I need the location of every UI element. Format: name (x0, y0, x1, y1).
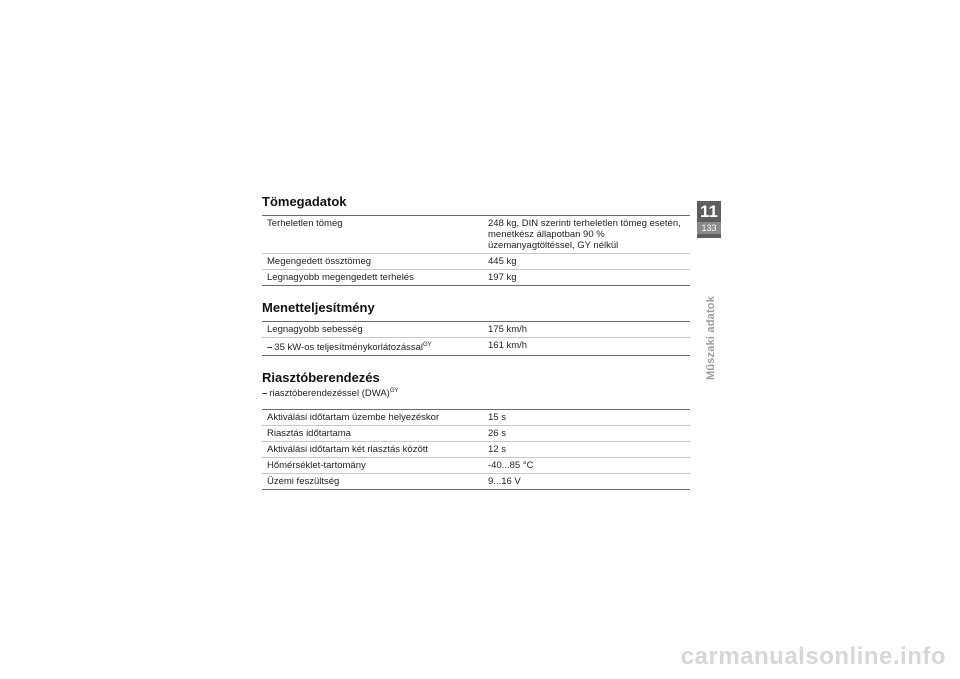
table-row (262, 254, 690, 270)
section-title-mass: Tömegadatok (262, 194, 347, 209)
row-label: Aktiválási időtartam két riasztás között (267, 444, 429, 456)
row-value: 248 kg, DIN szerinti terheletlen tömeg esetén, menetkész állapotban 90 % üzemanyagtöltéssel, GY nélkül (488, 218, 681, 251)
row-label: Hőmérséklet-tartomány (267, 460, 366, 472)
row-label-restricted (262, 338, 483, 356)
page-number: 133 (697, 222, 721, 234)
table-row (262, 410, 690, 426)
option-superscript: GY (389, 388, 399, 395)
alarm-note (262, 388, 690, 399)
row-value: 161 km/h (488, 340, 528, 351)
alarm-table (262, 409, 690, 490)
row-label-text: 35 kW-os teljesítménykorlátozással (274, 342, 424, 354)
row-value: 445 kg (488, 256, 517, 267)
mass-table (262, 215, 690, 286)
row-value: -40...85 °C (488, 460, 534, 472)
dash-marker: – (262, 388, 268, 400)
row-label: Aktiválási időtartam üzembe helyezéskor (267, 412, 440, 424)
row-label: Terheletlen tömeg (267, 218, 343, 229)
table-row (262, 442, 690, 458)
row-value: 26 s (488, 428, 506, 440)
row-value: 197 kg (488, 272, 517, 283)
row-value: 12 s (488, 444, 506, 456)
row-label: Üzemi feszültség (267, 476, 340, 488)
table-row (262, 458, 690, 474)
chapter-side-title: Műszaki adatok (705, 295, 717, 381)
row-label: Legnagyobb sebesség (267, 324, 363, 335)
table-row (262, 270, 690, 286)
spec-content (262, 194, 690, 504)
table-row (262, 322, 690, 338)
row-label: Legnagyobb megengedett terhelés (267, 272, 414, 283)
table-row (262, 474, 690, 490)
chapter-badge (697, 201, 721, 238)
row-value: 175 km/h (488, 324, 528, 335)
dash-marker: – (267, 342, 273, 354)
option-superscript: GY (423, 342, 432, 348)
table-row (262, 426, 690, 442)
row-value: 15 s (488, 412, 506, 424)
row-label: Riasztás időtartama (267, 428, 351, 440)
chapter-number: 11 (700, 202, 718, 221)
row-value: 9...16 V (488, 476, 521, 488)
row-label: Megengedett össztömeg (267, 256, 372, 267)
section-title-performance: Menetteljesítmény (262, 300, 375, 315)
alarm-note-text: riasztóberendezéssel (DWA) (269, 388, 390, 400)
performance-table (262, 321, 690, 356)
table-row (262, 338, 690, 356)
table-row (262, 216, 690, 254)
section-title-alarm: Riasztóberendezés (262, 370, 380, 386)
watermark-text: carmanualsonline.info (680, 643, 946, 670)
